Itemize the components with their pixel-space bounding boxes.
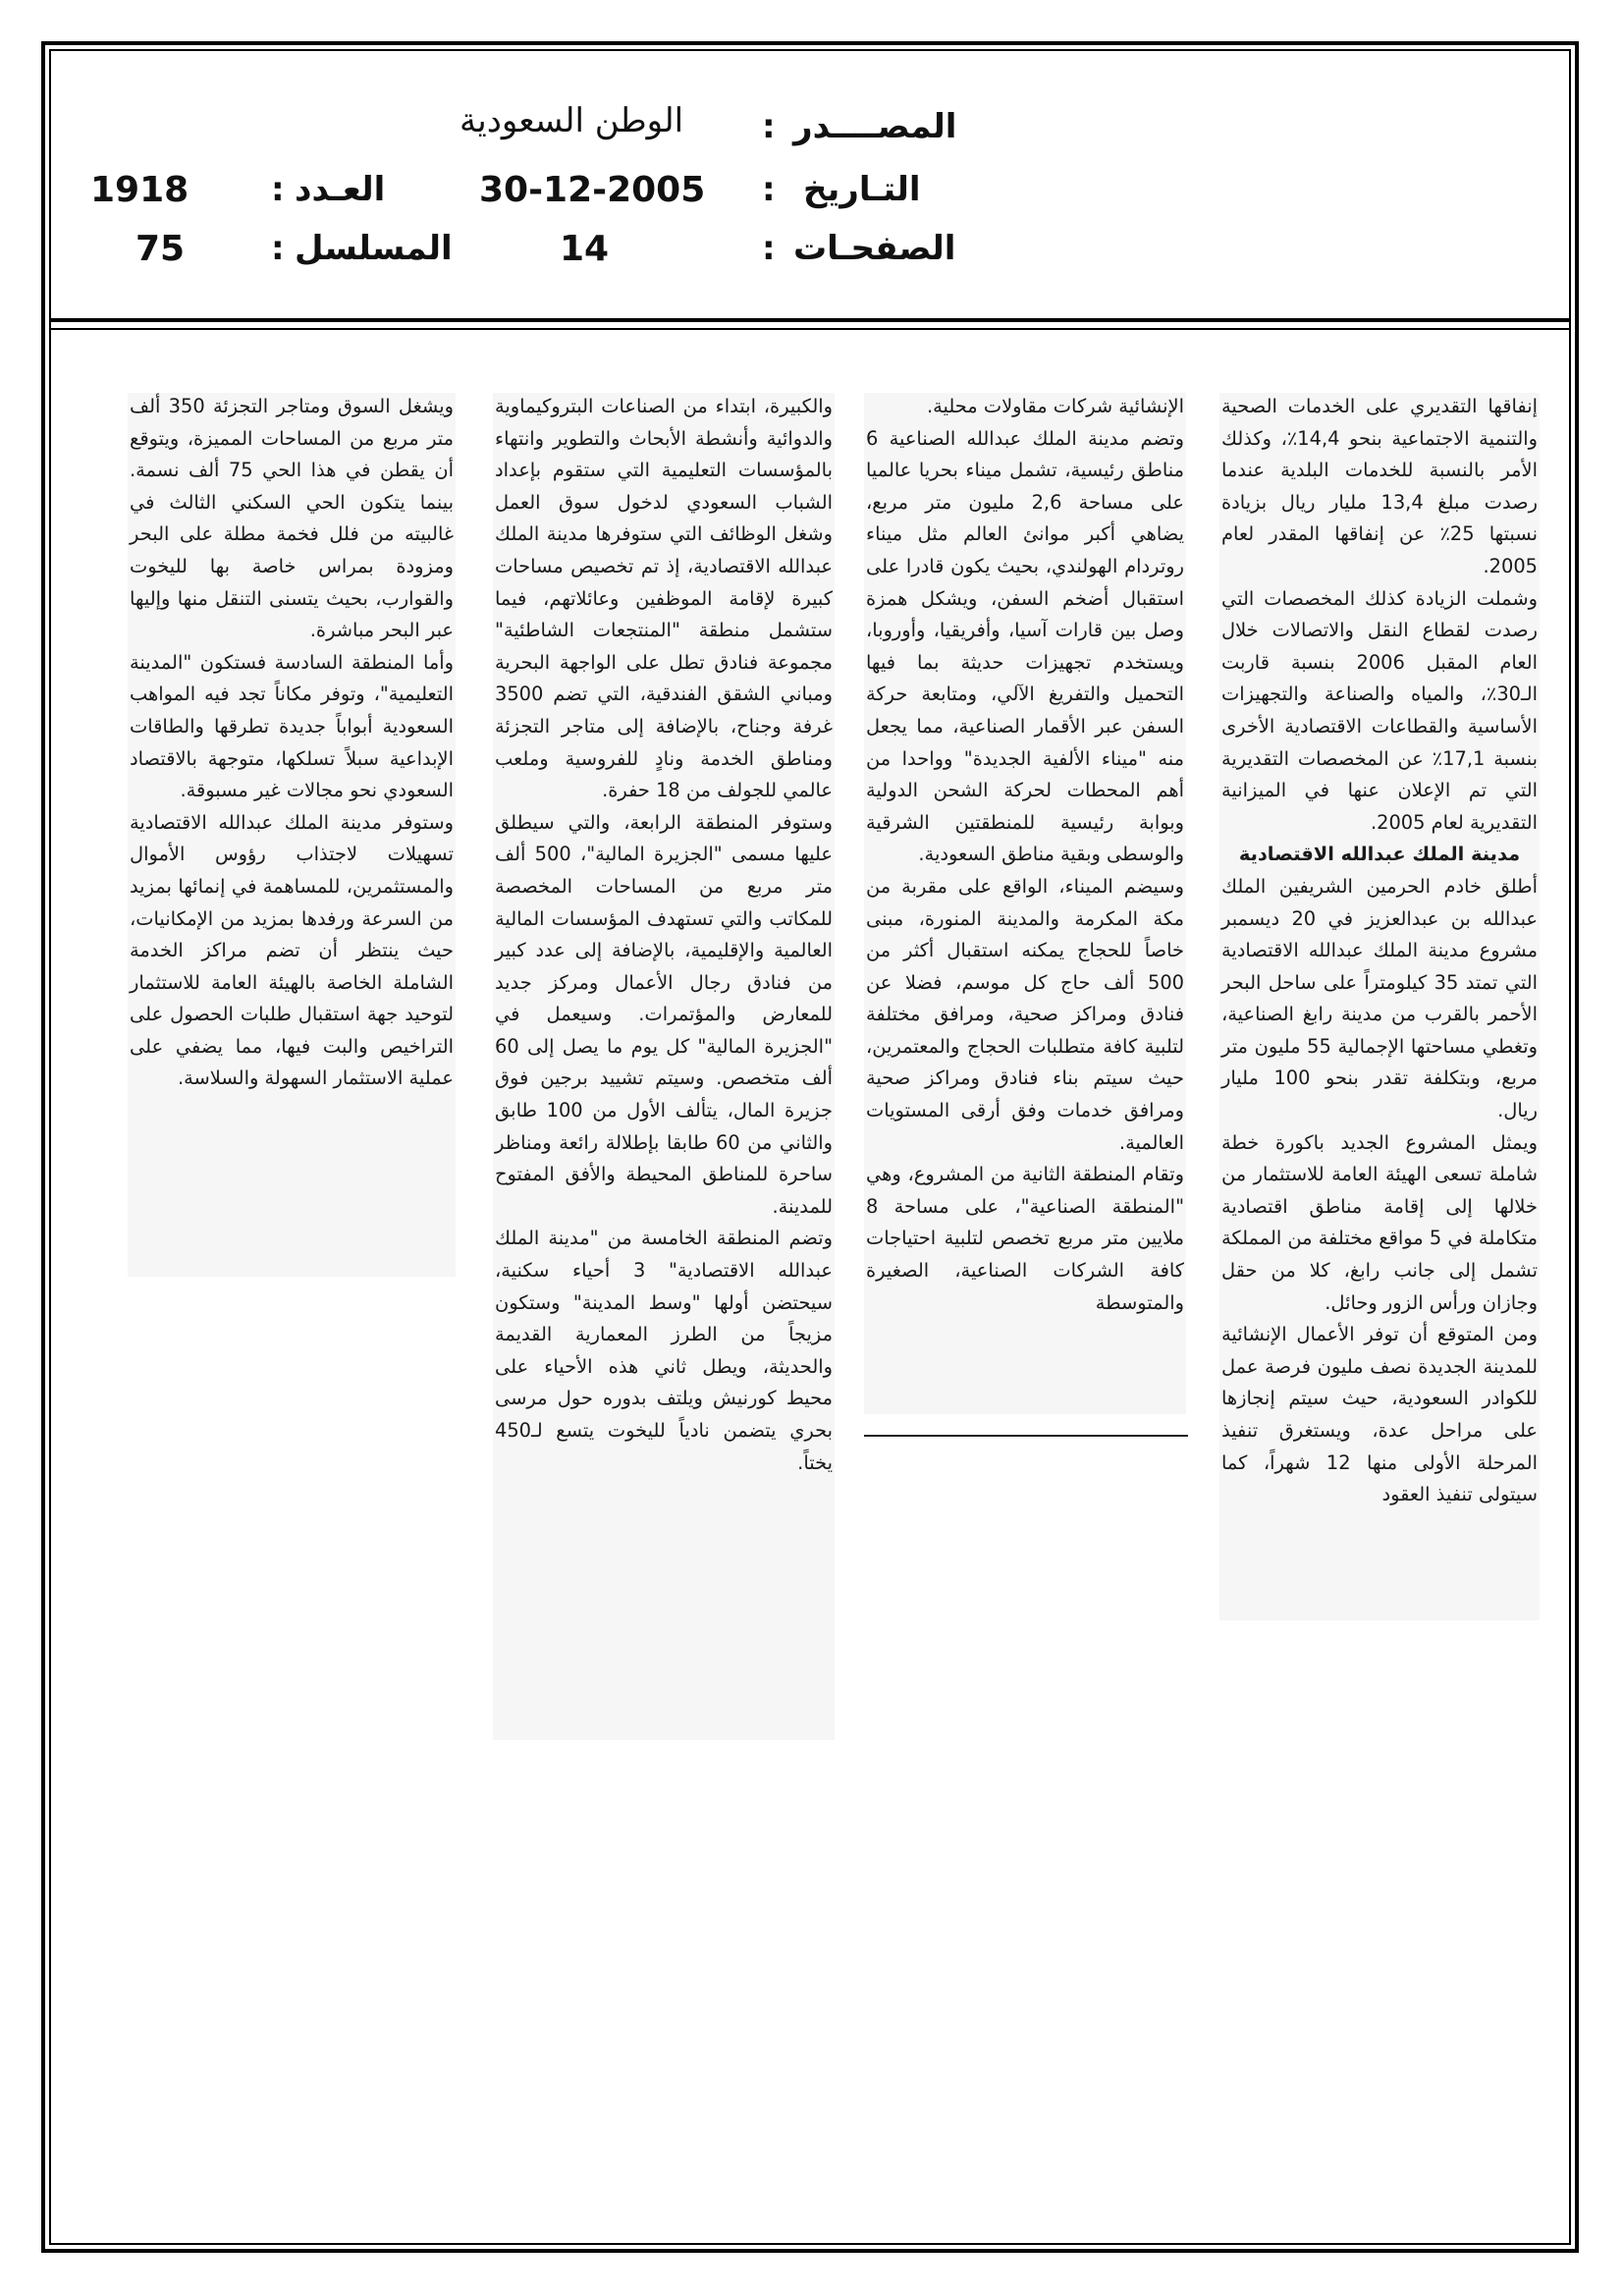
- pages-colon: :: [762, 229, 776, 268]
- issue-colon: :: [271, 170, 285, 209]
- source-colon: :: [762, 107, 776, 146]
- paragraph: وتضم المنطقة الخامسة من "مدينة الملك عبدالله الاقتصادية" 3 أحياء سكنية، سيحتضن أولها "وسط المدينة" وستكون مزيجاً من الطرز المعمارية القديمة والحديثة، ويطل ثاني هذه الأحياء على محيط كورنيش ويلتف بدوره حول مرسى بحري يتضمن نادياً لليخوت يتسع لـ450 يختاً.: [495, 1227, 833, 1474]
- article-column-1: [1221, 391, 1538, 1511]
- column-end-rule: [864, 1435, 1188, 1437]
- pages-label: الصفحـات: [793, 229, 956, 268]
- pages-value: 14: [560, 229, 610, 269]
- date-label: التـاريخ: [803, 170, 921, 209]
- issue-value: 1918: [90, 170, 189, 210]
- paragraph: وسيضم الميناء، الواقع على مقربة من مكة المكرمة والمدينة المنورة، مبنى خاصاً للحجاج يمكنه استقبال أكثر من 500 ألف حاج كل موسم، فضلا عن فنادق ومراكز صحية، ومرافق مختلفة لتلبية كافة متطلبات الحجاج والمعتمرين، حيث سيتم بناء فنادق ومراكز صحية ومرافق خدمات وفق أرقى المستويات العالمية.: [866, 874, 1184, 1154]
- paragraph: ومن المتوقع أن توفر الأعمال الإنشائية للمدينة الجديدة نصف مليون فرصة عمل للكوادر السعودية، حيث سيتم إنجازها على مراحل عدة، ويستغرق تنفيذ المرحلة الأولى منها 12 شهراً، كما سيتولى تنفيذ العقود: [1221, 1323, 1538, 1506]
- date-value: 30-12-2005: [479, 170, 706, 210]
- paragraph: وأما المنطقة السادسة فستكون "المدينة التعليمية"، وتوفر مكاناً تجد فيه المواهب السعودية أبواباً جديدة تطرقها والطاقات الإبداعية سبلاً تسلكها، متوجهة بالاقتصاد السعودي نحو مجالات غير مسبوقة.: [130, 650, 454, 802]
- paragraph: ويمثل المشروع الجديد باكورة خطة شاملة تسعى الهيئة العامة للاستثمار من خلالها إلى إقامة مناطق اقتصادية متكاملة في 5 مواقع مختلفة من المملكة تشمل إلى جانب رابغ، كلا من حقل وجازان ورأس الزور وحائل.: [1221, 1130, 1538, 1314]
- issue-label: العـدد: [295, 170, 386, 209]
- paragraph: إنفاقها التقديري على الخدمات الصحية والتنمية الاجتماعية بنحو 14,4٪، وكذلك الأمر بالنسبة للخدمات البلدية عندما رصدت مبلغ 13,4 مليار ريال بزيادة نسبتها 25٪ عن إنفاقها المقدر لعام 2005.: [1221, 395, 1538, 577]
- article-column-2: [866, 391, 1184, 1319]
- paragraph: وستوفر المنطقة الرابعة، والتي سيطلق عليها مسمى "الجزيرة المالية"، 500 ألف متر مربع من المساحات المخصصة للمكاتب والتي تستهدف المؤسسات المالية العالمية والإقليمية، بالإضافة إلى عدد كبير من فنادق رجال الأعمال ومركز جديد للمعارض والمؤتمرات. وسيعمل في "الجزيرة المالية" كل يوم ما يصل إلى 60 ألف متخصص. وسيتم تشييد برجين فوق جزيرة المال، يتألف الأول من 100 طابق والثاني من 60 طابقا بإطلالة رائعة ومناظر ساحرة للمناطق المحيطة والأفق المفتوح للمدينة.: [495, 810, 834, 1218]
- serial-label: المسلسل: [295, 229, 453, 268]
- paragraph: والكبيرة، ابتداء من الصناعات البتروكيماوية والدوائية وأنشطة الأبحاث والتطوير وانتهاء بالمؤسسات التعليمية التي ستقوم بإعداد الشباب السعودي لدخول سوق العمل وشغل الوظائف التي ستوفرها مدينة الملك عبدالله الاقتصادية، إذ تم تخصيص مساحات كبيرة لإقامة الموظفين وعائلاتهم، فيما ستشمل منطقة "المنتجعات الشاطئية" مجموعة فنادق تطل على الواجهة البحرية ومباني الشقق الفندقية، التي تضم 3500 غرفة وجناح، بالإضافة إلى متاجر التجزئة ومناطق الخدمة ونادٍ للفروسية وملعب عالمي للجولف من 18 حفرة.: [495, 395, 833, 802]
- serial-value: 75: [135, 229, 186, 269]
- article-column-3: [495, 391, 833, 1479]
- paragraph: ويشغل السوق ومتاجر التجزئة 350 ألف متر مربع من المساحات المميزة، ويتوقع أن يقطن في هذا الحي 75 ألف نسمة. بينما يتكون الحي السكني الثالث في غالبيته من فلل فخمة مطلة على البحر ومزودة بمراس خاصة بها لليخوت والقوارب، بحيث يتسنى التنقل منها وإليها عبر البحر مباشرة.: [130, 395, 454, 642]
- article-column-4: [130, 391, 454, 1095]
- source-value: الوطن السعودية: [460, 101, 684, 140]
- paragraph: وشملت الزيادة كذلك المخصصات التي رصدت لقطاع النقل والاتصالات خلال العام المقبل 2006 بنسبة قاربت الـ30٪، والمياه والصناعة والتجهيزات الأساسية والقطاعات الاقتصادية الأخرى بنسبة 17,1٪ عن المخصصات التقديرية التي تم الإعلان عنها في الميزانية التقديرية لعام 2005.: [1221, 586, 1538, 834]
- paragraph: وتقام المنطقة الثانية من المشروع، وهي "المنطقة الصناعية"، على مساحة 8 ملايين متر مربع تخصص لتلبية احتياجات كافة الشركات الصناعية، الصغيرة والمتوسطة: [866, 1163, 1184, 1314]
- paragraph: أطلق خادم الحرمين الشريفين الملك عبدالله بن عبدالعزيز في 20 ديسمبر مشروع مدينة الملك عبدالله الاقتصادية التي تمتد 35 كيلومتراً على ساحل البحر الأحمر بالقرب من مدينة رابغ الصناعية، وتغطي مساحتها الإجمالية 55 مليون متر مربع، وبتكلفة تقدر بنحو 100 مليار ريال.: [1221, 874, 1538, 1122]
- header-divider: [49, 328, 1571, 330]
- paragraph: وتضم مدينة الملك عبدالله الصناعية 6 مناطق رئيسية، تشمل ميناء بحريا عالميا على مساحة 2,6 مليون متر مربع، يضاهي أكبر موانئ العالم مثل ميناء روتردام الهولندي، بحيث يكون قادرا على استقبال أضخم السفن، ويشكل همزة وصل بين قارات آسيا، وأفريقيا، وأوروبا، ويستخدم تجهيزات حديثة بما فيها التحميل والتفريغ الآلي، ومتابعة حركة السفن عبر الأقمار الصناعية، مما يجعل منه "ميناء الألفية الجديدة" وواحدا من أهم المحطات لحركة الشحن الدولية وبوابة رئيسية للمنطقتين الشرقية والوسطى وبقية مناطق السعودية.: [866, 426, 1184, 866]
- source-label: المصــــدر: [793, 107, 957, 146]
- serial-colon: :: [271, 229, 285, 268]
- paragraph: وستوفر مدينة الملك عبدالله الاقتصادية تسهيلات لاجتذاب رؤوس الأموال والمستثمرين، للمساهمة في إنمائها بمزيد من السرعة ورفدها بمزيد من الإمكانيات، حيث ينتظر أن تضم مراكز الخدمة الشاملة الخاصة بالهيئة العامة للاستثمار لتوحيد جهة استقبال طلبات الحصول على التراخيص والبت فيها، مما يضفي على عملية الاستثمار السهولة والسلاسة.: [130, 810, 454, 1090]
- paragraph: الإنشائية شركات مقاولات محلية.: [926, 395, 1184, 417]
- section-subheading: مدينة الملك عبدالله الاقتصادية: [1238, 843, 1521, 866]
- date-colon: :: [762, 170, 776, 209]
